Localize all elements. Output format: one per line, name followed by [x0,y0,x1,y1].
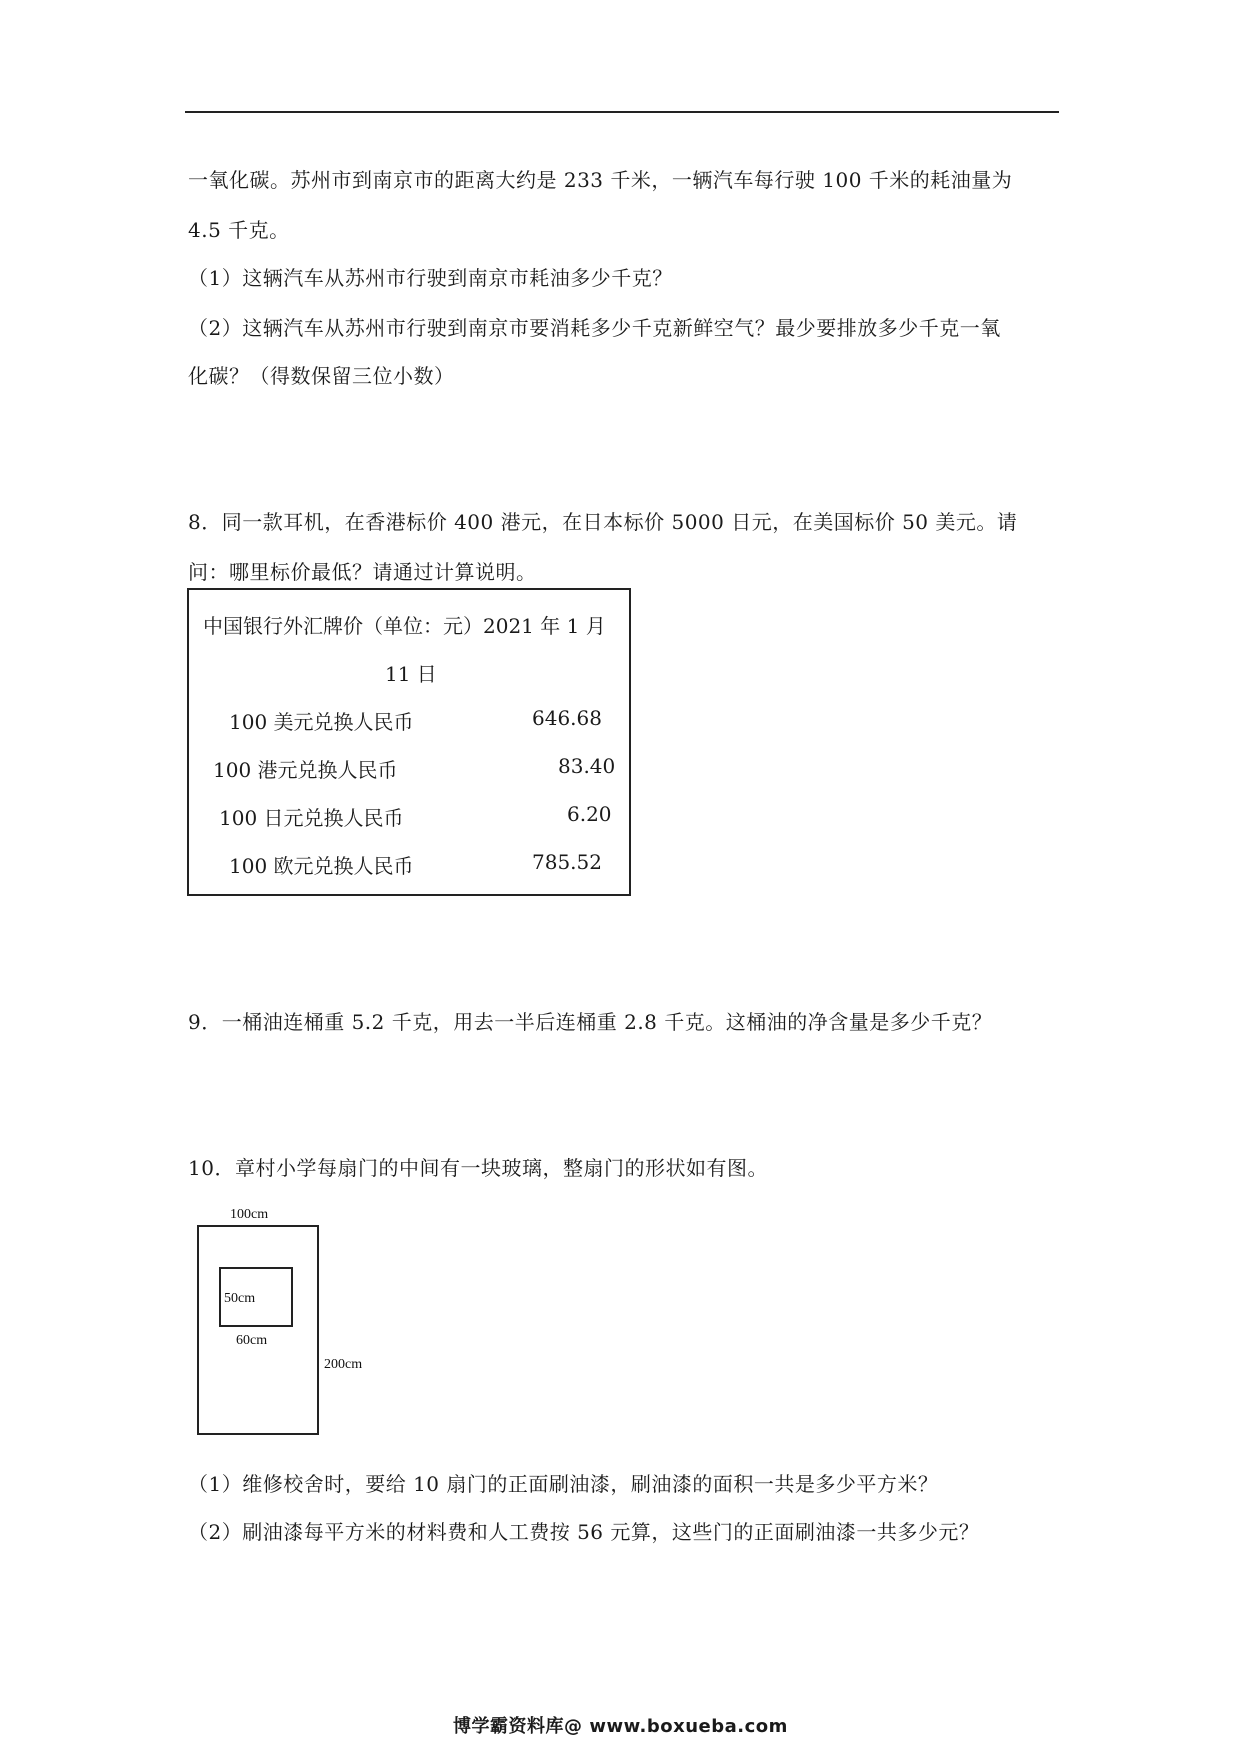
q10-sub1: （1）维修校舍时，要给 10 扇门的正面刷油漆，刷油漆的面积一共是多少平方米？ [188,1472,939,1496]
rate-table-title: 中国银行外汇牌价（单位：元）2021 年 1 月 [203,614,606,638]
q9-line1: 9．一桶油连桶重 5.2 千克，用去一半后连桶重 2.8 千克。这桶油的净含量是多少千克？ [188,1010,993,1034]
glass-height-label: 50cm [224,1291,256,1306]
glass-width-label: 60cm [236,1333,268,1348]
door-width-label: 100cm [230,1207,269,1222]
q7-sub2-line2: 化碳？（得数保留三位小数） [188,364,455,388]
q8-line1: 8．同一款耳机，在香港标价 400 港元，在日本标价 5000 日元，在美国标价 50 美元。请 [188,510,1018,534]
q10-sub2: （2）刷油漆每平方米的材料费和人工费按 56 元算，这些门的正面刷油漆一共多少元？ [188,1520,980,1544]
rate-row-value: 83.40 [558,754,616,778]
q7-sub1: （1）这辆汽车从苏州市行驶到南京市耗油多少千克？ [188,266,673,290]
rate-row-label: 100 港元兑换人民币 [213,758,398,782]
footer-watermark: 博学霸资料库@ www.boxueba.com [453,1716,788,1737]
q7-sub2-line1: （2）这辆汽车从苏州市行驶到南京市要消耗多少千克新鲜空气？最少要排放多少千克一氧 [188,316,1001,340]
door-height-label: 200cm [324,1357,363,1372]
q7-line2: 4.5 千克。 [188,218,290,242]
rate-row-label: 100 美元兑换人民币 [229,710,414,734]
rate-row-value: 646.68 [532,706,602,730]
door-outline [198,1226,318,1434]
rate-table-title-date: 11 日 [385,662,437,686]
q10-line1: 10．章村小学每扇门的中间有一块玻璃，整扇门的形状如有图。 [188,1156,768,1180]
q7-line1: 一氧化碳。苏州市到南京市的距离大约是 233 千米，一辆汽车每行驶 100 千米的耗油量为 [188,168,1013,192]
exchange-rate-table [187,588,631,896]
q8-line2: 问：哪里标价最低？请通过计算说明。 [188,560,537,584]
rate-row-value: 785.52 [532,850,602,874]
header-rule [185,111,1059,113]
door-figure [190,1200,390,1440]
rate-row-value: 6.20 [567,802,612,826]
rate-row-label: 100 欧元兑换人民币 [229,854,414,878]
rate-row-label: 100 日元兑换人民币 [219,806,404,830]
